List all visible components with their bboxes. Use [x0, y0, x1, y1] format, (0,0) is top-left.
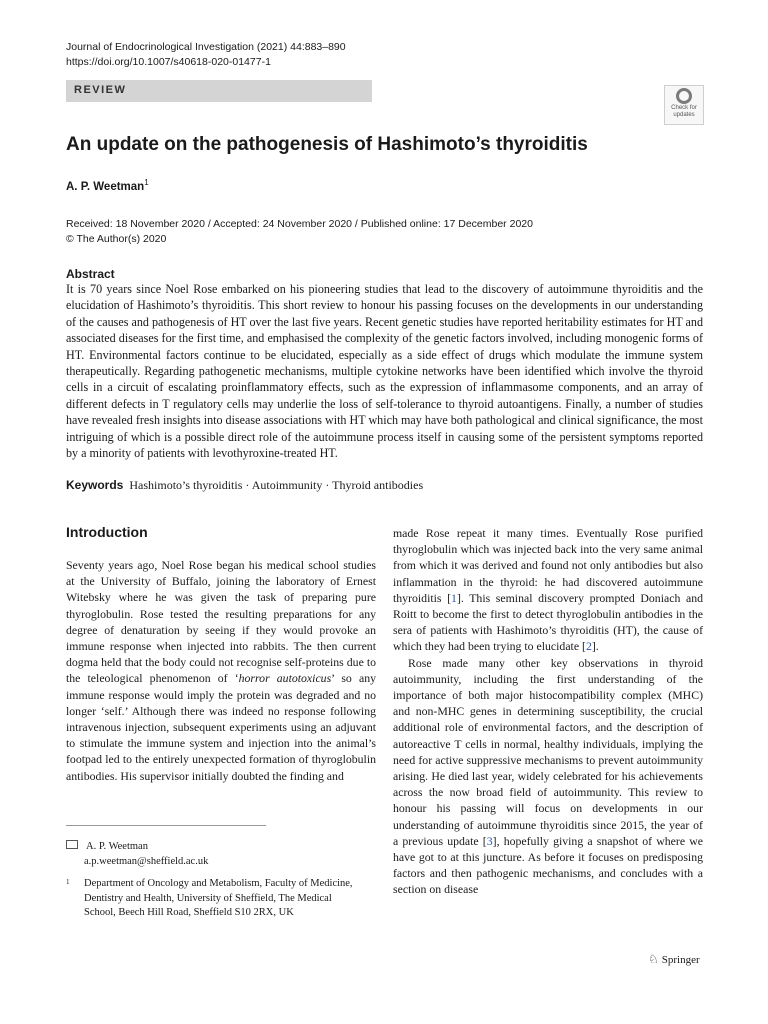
doi-link[interactable]: https://doi.org/10.1007/s40618-020-01477-1 [66, 56, 271, 68]
citation-link-2[interactable]: 2 [585, 639, 592, 654]
publisher-name: Springer [661, 954, 700, 966]
citation-link-1[interactable]: 1 [451, 590, 457, 605]
paragraph: Rose made many other key observations in thyroid autoimmunity, including the first understanding of the importance of both major histocompatibility complex (MHC) and non-MHC genes in determining susceptibility, the crucial additional role of environmental factors, and the description of autoreactive T cells in normal, healthy individuals, implying the need for active suppressive mechanisms to prevent autoimmunity arising. He died last year, widely celebrated for his achievements across the now broad field of autoimmunity. This review to honour his passing will focus on developments in our understanding of autoimmune thyroiditis since 2015, the year of a previous update [3], hopefully giving a snapshot of where we have got to at this juncture. As before it focuses on predisposing factors and then pathogenic mechanisms, and concludes with a section on disease [393, 655, 703, 897]
badge-line2: updates [673, 111, 695, 118]
affiliation-text: Department of Oncology and Metabolism, Faculty of Medicine, Dentistry and Health, University of Sheffield, The Medical School, Beech Hill Road, Sheffield S10 2RX, UK [84, 878, 353, 918]
affiliation-number: 1 [66, 878, 70, 886]
envelope-icon [66, 840, 78, 849]
badge-line1: Check for [671, 105, 697, 111]
keywords-label: Keywords [66, 478, 124, 492]
keywords-line [66, 478, 423, 493]
corresponding-name: A. P. Weetman [86, 841, 148, 852]
publisher-logo [648, 952, 700, 967]
introduction-heading: Introduction [66, 524, 148, 540]
journal-header [66, 40, 346, 70]
corresponding-email[interactable]: a.p.weetman@sheffield.ac.uk [84, 855, 209, 867]
check-for-updates-icon [676, 88, 692, 104]
publication-dates: Received: 18 November 2020 / Accepted: 24 November 2020 / Published online: 17 December 2020 [66, 218, 533, 230]
author-name: A. P. Weetman [66, 180, 145, 193]
check-for-updates-badge[interactable] [664, 85, 704, 125]
section-label: REVIEW [74, 84, 127, 96]
springer-horse-icon: ♘ [648, 952, 659, 966]
affiliation-note [66, 877, 364, 921]
corresponding-author [66, 840, 208, 869]
author-affil-sup: 1 [144, 178, 149, 187]
section-bar [66, 80, 372, 102]
body-column-left [66, 557, 376, 784]
footnote-divider [66, 825, 266, 826]
keywords-list: Hashimoto’s thyroiditis · Autoimmunity · Thyroid antibodies [129, 478, 424, 492]
body-column-right [393, 525, 703, 898]
paragraph: made Rose repeat it many times. Eventually Rose purified thyroglobulin which was injected back into the very same animal from which it was derived and found not only antibodies but also inflammation in the thyroid: he had discovered autoimmune thyroiditis [1]. This seminal discovery prompted Doniach and Roitt to become the first to detect thyroglobulin antibodies in the sera of patients with Hashimoto’s thyroiditis (HT), the cause of which they had been trying to elucidate [2]. [393, 526, 703, 654]
latin-phrase: horror autotoxicus [238, 671, 332, 686]
abstract-text: It is 70 years since Noel Rose embarked on his pioneering studies that lead to the discovery of autoimmune thyroiditis and the elucidation of Hashimoto’s thyroiditis. This short review to honour his passing focuses on the developments in our understanding of the causes and pathogenesis of HT over the last five years. Recent genetic studies have reported heritability estimates for HT and associated diseases for the first time, and emphasised the complexity of the genetic factors involved, including monogenic forms of HT. Environmental factors continue to be elucidated, especially as a side effect of drugs which modulate the immune system therapeutically. Regarding pathogenetic mechanisms, multiple cytokine networks have been identified which involve the thyroid cells in a circuit of escalating proinflammatory effects, such as the expression of inflammasome components, and an array of different defects in T regulatory cells may underlie the loss of self-tolerance to thyroid autoantigens. Finally, a number of studies have revealed fresh insights into disease associations with HT which may have both pathological and clinical significance, the most intriguing of which is a possible direct role of the autoimmune process itself in causing some of the persistent symptoms reported by a minority of patients with levothyroxine-treated HT. [66, 282, 703, 461]
paragraph: Seventy years ago, Noel Rose began his medical school studies at the University of Buffalo, joining the laboratory of Ernest Witebsky where he was given the task of preparing pure thyroglobulin. Rose tested the resulting preparations for any degree of denaturation by seeing if they would provoke an immune response when injected into rabbits. The then current dogma held that the body could not recognise self-proteins due to the teleological phenomenon of ‘horror autotoxicus’ so any immune response would imply the protein was degraded and no longer ‘self.’ Although there was indeed no response following intravenous injection, subsequent experiments using an adjuvant to stimulate the immune system and injection into the animal’s footpad led to the entirely unexpected formation of thyroglobulin antibodies. His supervisor initially doubted the finding and [66, 558, 376, 783]
journal-citation: Journal of Endocrinological Investigation (2021) 44:883–890 [66, 41, 346, 53]
article-title: An update on the pathogenesis of Hashimoto’s thyroiditis [66, 134, 588, 155]
citation-link-3[interactable]: 3 [486, 833, 493, 848]
article-dates [66, 217, 533, 247]
author-line [66, 178, 149, 193]
copyright: © The Author(s) 2020 [66, 233, 167, 245]
abstract-heading: Abstract [66, 267, 115, 281]
